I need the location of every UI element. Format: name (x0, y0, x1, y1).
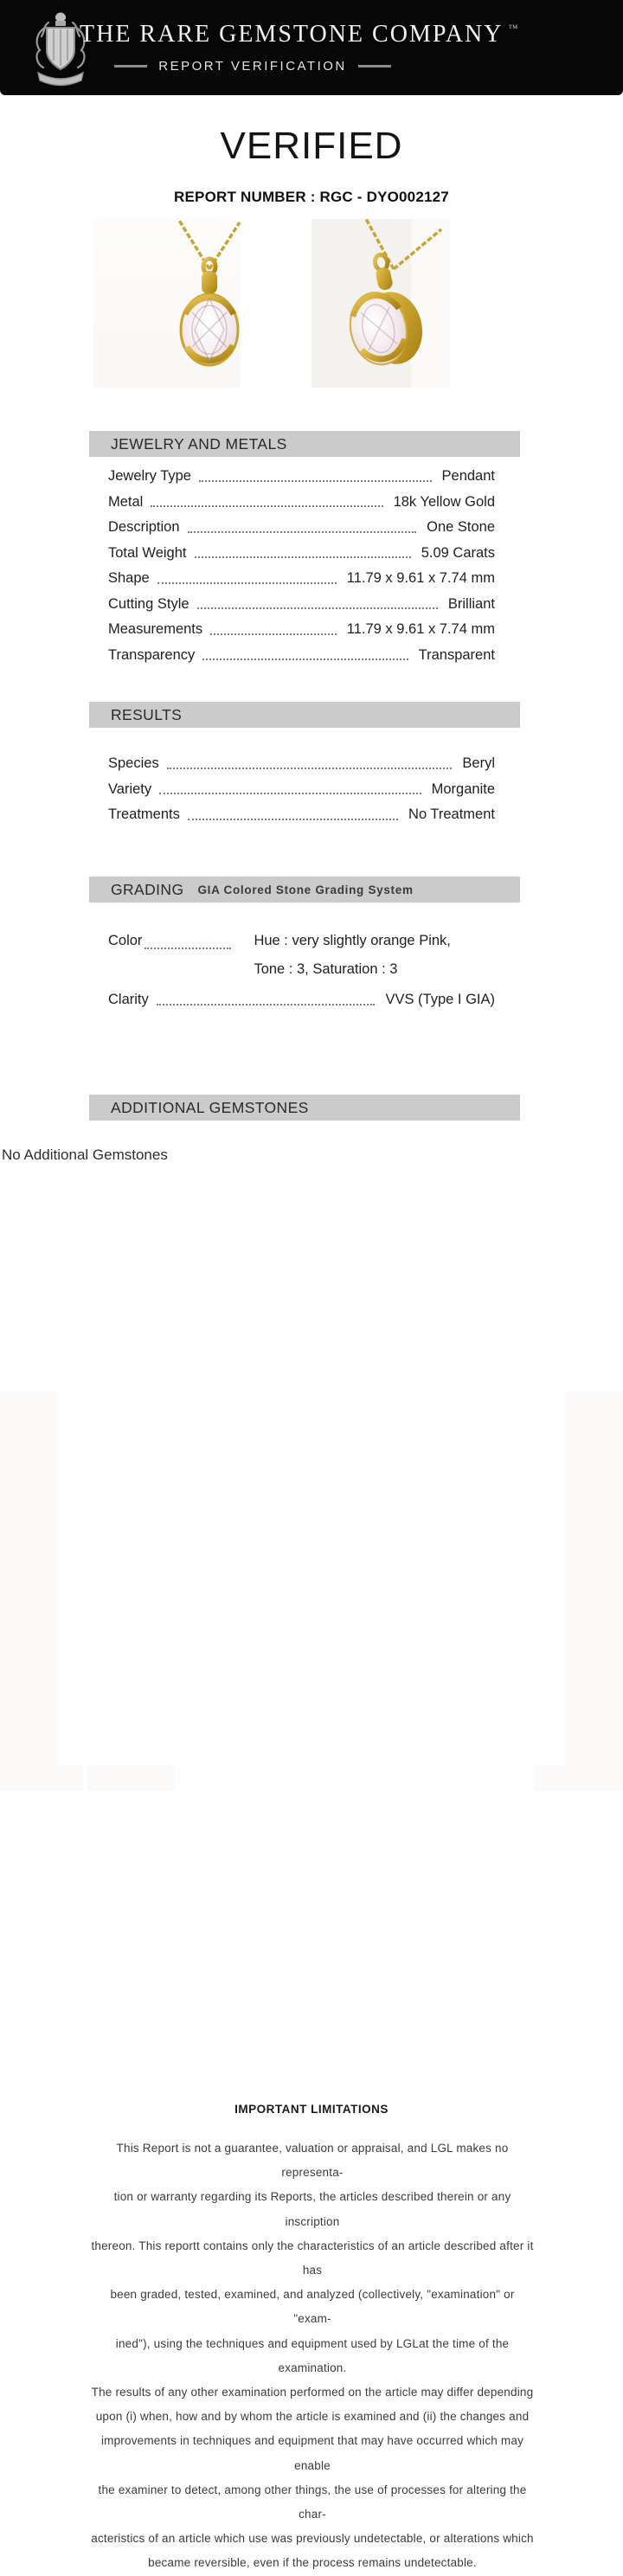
results-table (108, 751, 495, 828)
table-row (108, 777, 495, 803)
row-value: 18k Yellow Gold (393, 493, 495, 510)
section-title: ADDITIONAL GEMSTONES (111, 1098, 309, 1116)
dot-leader (159, 793, 421, 794)
dot-leader (145, 948, 231, 949)
pendant-photo-side (312, 219, 450, 388)
dot-leader (157, 1004, 376, 1005)
row-value: One Stone (427, 519, 495, 536)
pendant-photo-front (93, 219, 241, 388)
brand-block (80, 0, 518, 95)
row-label: Treatments (108, 806, 180, 823)
grading-system-label: GIA Colored Stone Grading System (197, 883, 414, 896)
color-grading-row (108, 927, 495, 984)
dot-leader (195, 556, 411, 558)
limitations-line: the examiner to detect, among other things, the use of processes for altering the char- (98, 2483, 527, 2521)
faint-background-artifact (564, 1391, 623, 1765)
row-value: VVS (Type I GIA) (385, 992, 495, 1008)
row-label: Cutting Style (108, 595, 189, 612)
limitations-line: improvements in techniques and equipment that may have occurred which may enable (100, 2434, 524, 2472)
dot-leader (197, 607, 438, 609)
row-label: Clarity (108, 992, 149, 1008)
table-row (108, 541, 495, 567)
report-number: REPORT NUMBER : RGC - DYO002127 (174, 189, 449, 205)
dot-leader (167, 768, 453, 769)
header-subtitle-label: REPORT VERIFICATION (158, 59, 347, 74)
row-value: Brilliant (447, 595, 495, 612)
jewelry-table (108, 464, 495, 668)
header-subtitle (80, 59, 426, 74)
dot-leader (151, 505, 382, 507)
row-value: Morganite (431, 781, 495, 797)
limitations-line: This Report is not a guarantee, valuation or appraisal, and LGL makes no representa- (116, 2142, 509, 2180)
faint-background-artifact (0, 1391, 59, 1765)
row-label: Measurements (108, 621, 203, 638)
row-label: Jewelry Type (108, 468, 191, 485)
brand-name: THE RARE GEMSTONE COMPANY (80, 21, 504, 48)
table-row (108, 617, 495, 643)
table-row (108, 592, 495, 618)
row-value: Transparent (418, 646, 495, 663)
row-label: Shape (108, 570, 150, 587)
row-value: No Treatment (408, 806, 495, 823)
row-value: 11.79 x 9.61 x 7.74 mm (346, 570, 495, 587)
section-header-additional-gemstones (89, 1095, 520, 1121)
tone-saturation-value: Tone : 3, Saturation : 3 (254, 961, 398, 977)
row-label: Variety (108, 781, 152, 797)
verified-status: VERIFIED (220, 125, 403, 167)
trademark-symbol: ™ (508, 23, 518, 34)
table-row (108, 643, 495, 669)
hue-value: Hue : very slightly orange Pink, (254, 933, 451, 948)
brand-title (80, 0, 518, 48)
table-row (108, 490, 495, 516)
row-label: Color (108, 933, 143, 948)
faint-background-artifact (0, 1765, 83, 1791)
row-value: 11.79 x 9.61 x 7.74 mm (346, 621, 495, 638)
row-label: Description (108, 519, 180, 536)
limitations-line: thereon. This reportt contains only the characteristics of an article described after it has (91, 2239, 534, 2277)
dot-leader (199, 480, 432, 482)
dot-leader (157, 582, 337, 584)
dash-divider-right (358, 65, 391, 67)
table-row (108, 464, 495, 490)
additional-gemstones-note: No Additional Gemstones (2, 1147, 168, 1163)
table-row (108, 802, 495, 828)
row-label: Total Weight (108, 544, 187, 561)
limitations-line: acteristics of an article which use was previously undetectable, or alterations which (91, 2532, 534, 2546)
dot-leader (188, 819, 398, 820)
row-value: Beryl (462, 755, 495, 772)
dot-leader (188, 531, 417, 533)
limitations-line: became reversible, even if the process remains undetectable. (148, 2556, 477, 2570)
dot-leader (202, 658, 408, 660)
row-label: Transparency (108, 646, 196, 663)
limitations-line: tion or warranty regarding its Reports, the articles described therein or any inscription (113, 2190, 511, 2228)
limitations-line: upon (i) when, how and by whom the article is examined and (ii) the changes and (95, 2410, 530, 2424)
dot-leader (210, 633, 337, 635)
table-row (108, 751, 495, 777)
limitations-line: The results of any other examination performed on the article may differ depending (91, 2386, 534, 2399)
section-title: RESULTS (111, 705, 183, 723)
row-value: 5.09 Carats (421, 544, 495, 561)
color-grading-value (254, 927, 450, 984)
limitations-paragraph (90, 2136, 535, 2576)
limitations-line: been graded, tested, examined, and analyzed (collectively, "examination" or "exam- (110, 2288, 515, 2326)
table-row (108, 566, 495, 592)
header (0, 0, 623, 95)
clarity-grading-row (108, 987, 495, 1013)
faint-background-artifact (535, 1765, 623, 1791)
section-header-grading (89, 877, 520, 903)
section-header-jewelry-and-metals (89, 431, 520, 457)
limitations-line: ined"), using the techniques and equipment used by LGLat the time of the examination. (115, 2336, 510, 2374)
faint-background-artifact (87, 1765, 175, 1791)
row-label: Species (108, 755, 159, 772)
row-label: Metal (108, 493, 144, 510)
section-header-results (89, 702, 520, 728)
dash-divider-left (114, 65, 147, 67)
limitations-title: IMPORTANT LIMITATIONS (234, 2103, 389, 2116)
row-value: Pendant (441, 468, 495, 485)
section-title: GRADING (111, 880, 184, 898)
section-title: JEWELRY AND METALS (111, 434, 287, 453)
table-row (108, 515, 495, 541)
